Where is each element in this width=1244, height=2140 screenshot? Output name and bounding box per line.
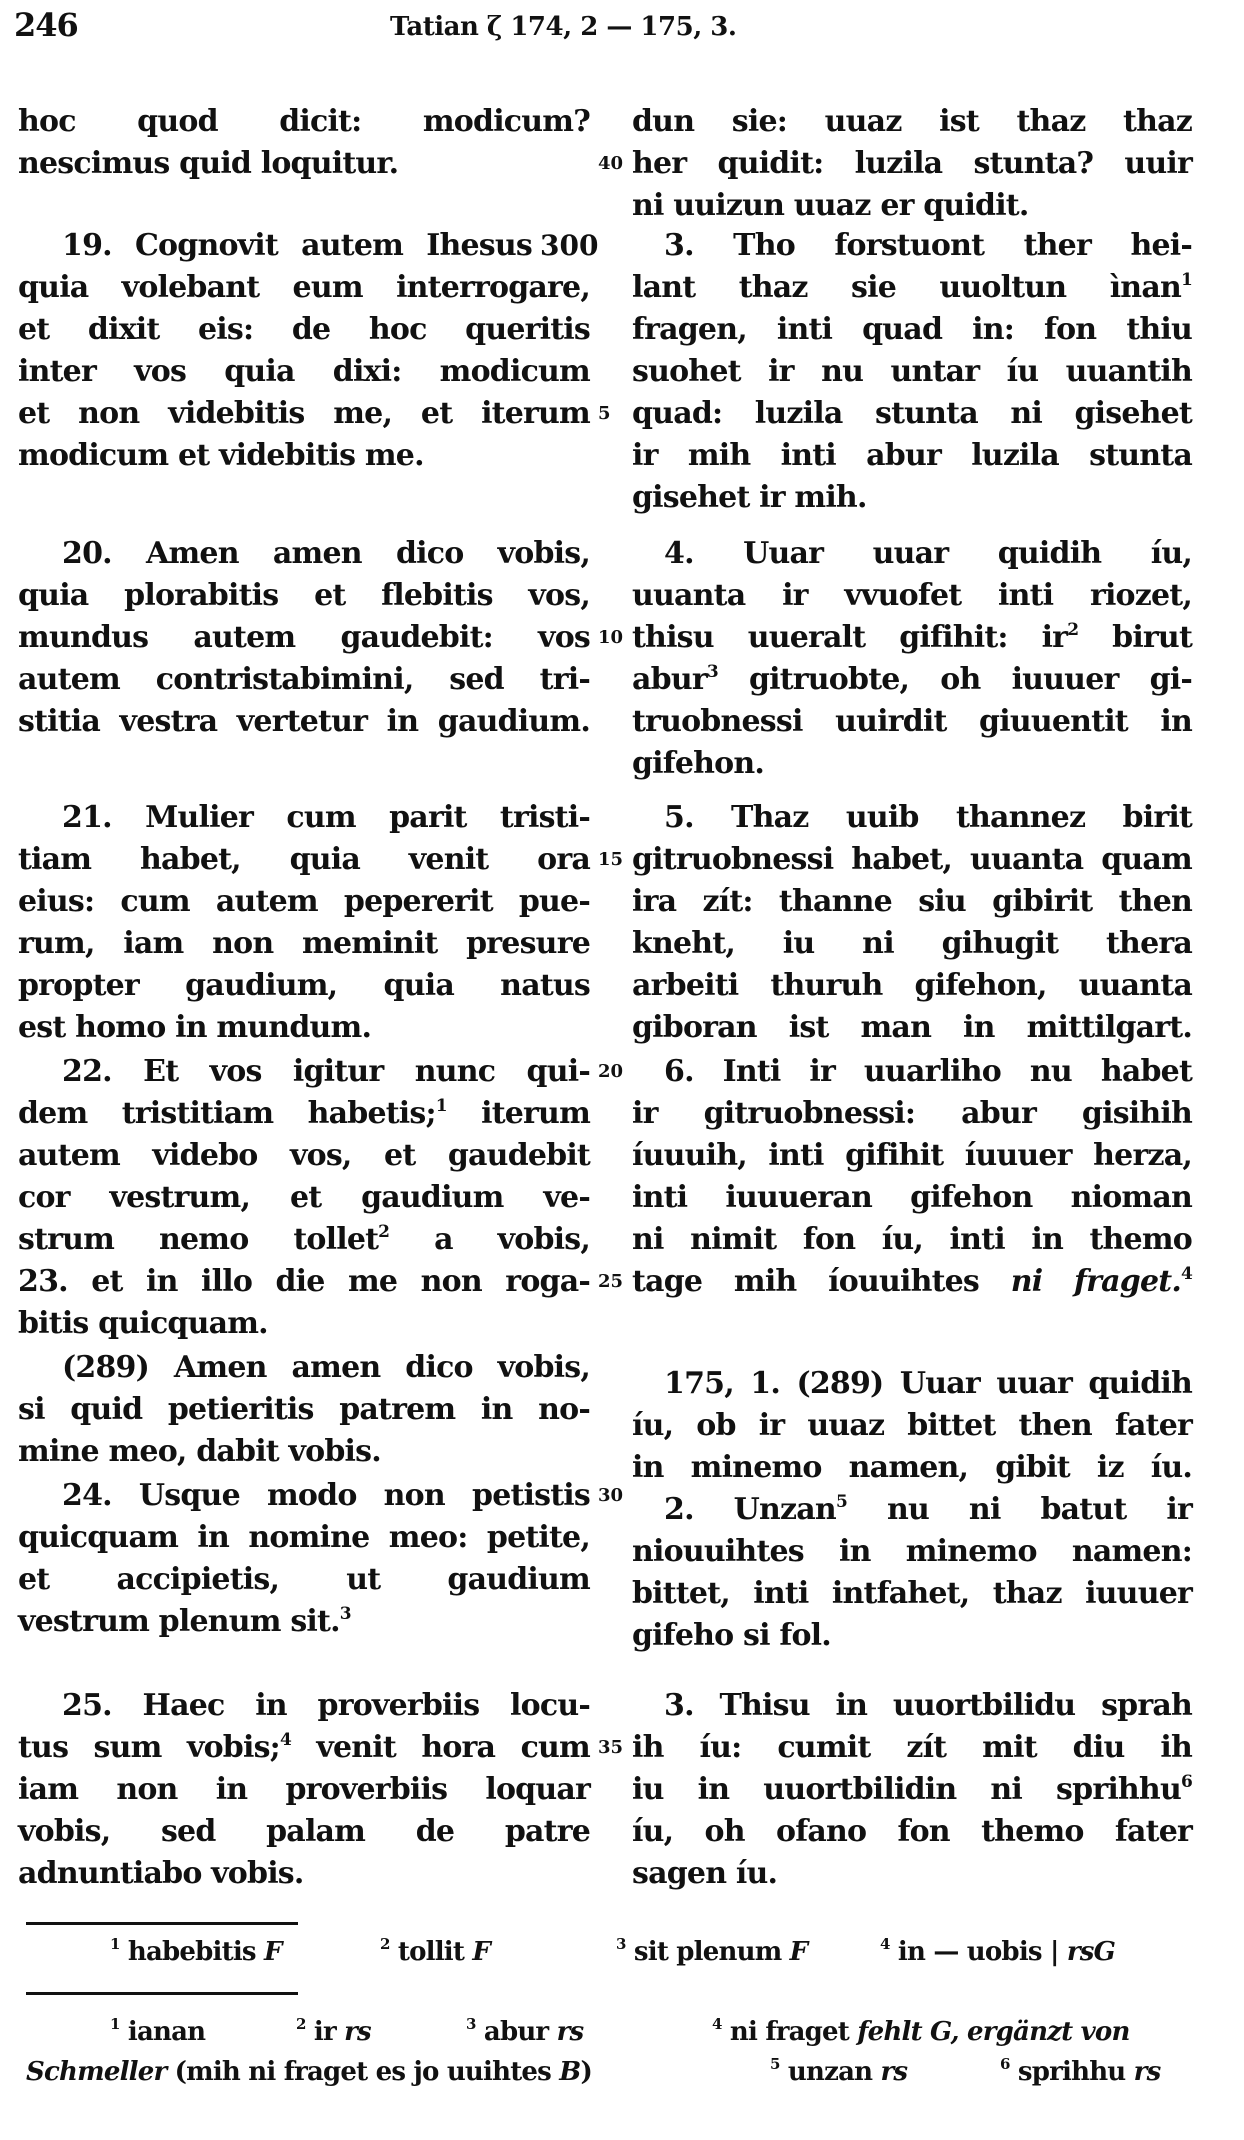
ohg-line: ni uuizun uuaz er quidit. xyxy=(632,188,1029,223)
footnote: $^5$ unzan rs xyxy=(770,2055,908,2087)
ohg-line: gisehet ir mih. xyxy=(632,480,867,515)
latin-line: mundus autem gaudebit: vos xyxy=(18,620,590,655)
ohg-section-3b: 3. Thisu in uuortbilidu sprah xyxy=(664,1688,1192,1723)
footnote-ref: 3 xyxy=(339,1604,351,1624)
latin-line: adnuntiabo vobis. xyxy=(18,1856,304,1891)
ohg-footnotes-cont xyxy=(0,2052,1244,2092)
footnote: $^1$ habebitis F xyxy=(110,1935,282,1967)
ohg-line: ni nimit fon íu, inti in themo xyxy=(632,1222,1192,1257)
running-title: Tatian ζ 174, 2 — 175, 3. xyxy=(390,12,737,42)
ohg-line: niouuihtes in minemo namen: xyxy=(632,1534,1192,1569)
margin-number-20: 20 xyxy=(598,1061,624,1082)
ohg-section-6: 6. Inti ir uuarliho nu habet xyxy=(664,1054,1192,1089)
ohg-line: gitruobnessi habet, uuanta quam xyxy=(632,842,1192,877)
ohg-section-2: 2. Unzan$^5$ nu ni batut ir xyxy=(664,1492,1192,1527)
latin-line: iam non in proverbiis loquar xyxy=(18,1772,590,1807)
latin-verse-19: 19. Cognovit autem Ihesus xyxy=(62,228,532,263)
latin-line: quia volebant eum interrogare, xyxy=(18,270,590,305)
latin-line: est homo in mundum. xyxy=(18,1010,372,1045)
footnote-continuation: Schmeller (mih ni fraget es jo uuihtes B) xyxy=(26,2057,592,2087)
footnote-ref: 3 xyxy=(706,662,718,682)
footnote-ref: 6 xyxy=(1180,1772,1192,1792)
latin-verse-24: 24. Usque modo non petistis xyxy=(62,1478,590,1513)
ohg-line: giboran ist man in mittilgart. xyxy=(632,1010,1192,1045)
footnote: $^4$ ni fraget fehlt G, ergänzt von xyxy=(712,2015,1130,2047)
latin-line: si quid petieritis patrem in no- xyxy=(18,1392,590,1427)
ohg-line: ira zít: thanne siu gibirit then xyxy=(632,884,1192,919)
latin-line: autem videbo vos, et gaudebit xyxy=(18,1138,590,1173)
ohg-line: truobnessi uuirdit giuuentit in xyxy=(632,704,1192,739)
ohg-line: dun sie: uuaz ist thaz thaz xyxy=(632,104,1192,139)
footnote: $^2$ ir rs xyxy=(296,2015,371,2047)
latin-verse-23: 23. et in illo die me non roga- xyxy=(18,1264,590,1299)
footnote-ref: 2 xyxy=(1067,620,1079,640)
margin-number-30: 30 xyxy=(598,1485,624,1506)
latin-verse-20: 20. Amen amen dico vobis, xyxy=(62,536,590,571)
latin-line: tiam habet, quia venit ora xyxy=(18,842,590,877)
ohg-line: ir gitruobnessi: abur gisihih xyxy=(632,1096,1192,1131)
ohg-line: ir mih inti abur luzila stunta xyxy=(632,438,1192,473)
latin-line: propter gaudium, quia natus xyxy=(18,968,590,1003)
footnote: $^3$ abur rs xyxy=(466,2015,584,2047)
margin-number-15: 15 xyxy=(598,849,624,870)
footnote-ref: 4 xyxy=(1180,1264,1193,1284)
footnote: $^4$ in — uobis | rsG xyxy=(880,1935,1116,1967)
ohg-line: uuanta ir vvuofet inti riozet, xyxy=(632,578,1192,613)
margin-number-25: 25 xyxy=(598,1271,624,1292)
latin-line: nescimus quid loquitur. xyxy=(18,146,399,181)
ohg-section-5: 5. Thaz uuib thannez birit xyxy=(664,800,1192,835)
ohg-section-175-1: 175, 1. (289) Uuar uuar quidih xyxy=(664,1366,1192,1401)
footnote-rule xyxy=(26,1992,298,1995)
ohg-line: tage mih íouuihtes ni fraget.$^4$ xyxy=(632,1264,1193,1299)
ohg-line: quad: luzila stunta ni gisehet xyxy=(632,396,1192,431)
margin-number-40: 40 xyxy=(598,153,624,174)
footnote: $^1$ ianan xyxy=(110,2015,206,2047)
margin-number-5: 5 xyxy=(598,403,611,424)
ohg-footnotes xyxy=(0,2012,1244,2052)
footnote: $^3$ sit plenum F xyxy=(616,1935,808,1967)
latin-line: inter vos quia dixi: modicum xyxy=(18,354,590,389)
ohg-line: bittet, inti intfahet, thaz iuuuer xyxy=(632,1576,1192,1611)
ohg-line: her quidit: luzila stunta? uuir xyxy=(632,146,1192,181)
latin-line: modicum et videbitis me. xyxy=(18,438,424,473)
margin-number-35: 35 xyxy=(598,1737,624,1758)
latin-line: vobis, sed palam de patre xyxy=(18,1814,590,1849)
ohg-line: in minemo namen, gibit iz íu. xyxy=(632,1450,1192,1485)
latin-line: et dixit eis: de hoc queritis xyxy=(18,312,590,347)
footnote: $^6$ sprihhu rs xyxy=(1000,2055,1161,2087)
ohg-section-4: 4. Uuar uuar quidih íu, xyxy=(664,536,1192,571)
ohg-line: íuuuih, inti gifihit íuuuer herza, xyxy=(632,1138,1192,1173)
latin-verse-21: 21. Mulier cum parit tristi- xyxy=(62,800,590,835)
latin-verse-25: 25. Haec in proverbiis locu- xyxy=(62,1688,590,1723)
footnote-rule xyxy=(26,1922,298,1925)
latin-line: et accipietis, ut gaudium xyxy=(18,1562,590,1597)
margin-number-10: 10 xyxy=(598,627,624,648)
latin-line: mine meo, dabit vobis. xyxy=(18,1434,381,1469)
ohg-line: arbeiti thuruh gifehon, uuanta xyxy=(632,968,1192,1003)
footnote: $^2$ tollit F xyxy=(380,1935,491,1967)
ohg-line: íu, ob ir uuaz bittet then fater xyxy=(632,1408,1192,1443)
latin-line: et non videbitis me, et iterum xyxy=(18,396,590,431)
margin-number-300: 300 xyxy=(540,229,599,262)
latin-line: vestrum plenum sit.$^3$ xyxy=(18,1604,351,1639)
ohg-line: sagen íu. xyxy=(632,1856,778,1891)
footnote-ref: 2 xyxy=(378,1222,390,1242)
ohg-line: fragen, inti quad in: fon thiu xyxy=(632,312,1192,347)
ohg-line: íu, oh ofano fon themo fater xyxy=(632,1814,1192,1849)
latin-line: bitis quicquam. xyxy=(18,1306,268,1341)
latin-footnotes xyxy=(0,1932,1244,1972)
latin-line: eius: cum autem pepererit pue- xyxy=(18,884,590,919)
latin-line: dem tristitiam habetis;$^1$ iterum xyxy=(18,1096,591,1131)
latin-section-289: (289) Amen amen dico vobis, xyxy=(62,1350,590,1385)
ohg-line: inti iuuueran gifehon nioman xyxy=(632,1180,1192,1215)
ohg-line: ih íu: cumit zít mit diu ih xyxy=(632,1730,1192,1765)
latin-line: rum, iam non meminit presure xyxy=(18,926,590,961)
latin-line: autem contristabimini, sed tri- xyxy=(18,662,590,697)
latin-line: quia plorabitis et flebitis vos, xyxy=(18,578,590,613)
footnote-ref: 4 xyxy=(279,1730,291,1750)
ohg-line: suohet ir nu untar íu uuantih xyxy=(632,354,1192,389)
page-number: 246 xyxy=(14,6,78,44)
ohg-line: lant thaz sie uuoltun ìnan$^1$ xyxy=(632,270,1192,305)
ohg-line: thisu uueralt gifihit: $ir^2$ birut xyxy=(632,620,1192,655)
latin-line: strum nemo tollet$^2$ a vobis, xyxy=(18,1222,590,1257)
footnote-ref: 1 xyxy=(1180,270,1192,290)
ohg-line: gifeho si fol. xyxy=(632,1618,831,1653)
latin-line: quicquam in nomine meo: petite, xyxy=(18,1520,590,1555)
ohg-line: gifehon. xyxy=(632,746,765,781)
running-head xyxy=(0,6,1244,56)
ohg-line: kneht, iu ni gihugit thera xyxy=(632,926,1192,961)
latin-line: hoc quod dicit: modicum? xyxy=(18,104,590,139)
ohg-line: abur$^3$ gitruobte, oh iuuuer gi- xyxy=(632,662,1192,697)
ohg-section-3: 3. Tho forstuont ther hei- xyxy=(664,228,1192,263)
latin-line: tus sum vobis;$^4$ venit hora cum xyxy=(18,1730,590,1765)
latin-line: cor vestrum, et gaudium ve- xyxy=(18,1180,590,1215)
footnote-ref: 1 xyxy=(435,1096,447,1116)
ohg-line: iu in uuortbilidin ni sprihhu$^6$ xyxy=(632,1772,1192,1807)
footnote-ref: 5 xyxy=(835,1492,847,1512)
latin-line: stitia vestra vertetur in gaudium. xyxy=(18,704,590,739)
latin-verse-22: 22. Et vos igitur nunc qui- xyxy=(62,1054,590,1089)
